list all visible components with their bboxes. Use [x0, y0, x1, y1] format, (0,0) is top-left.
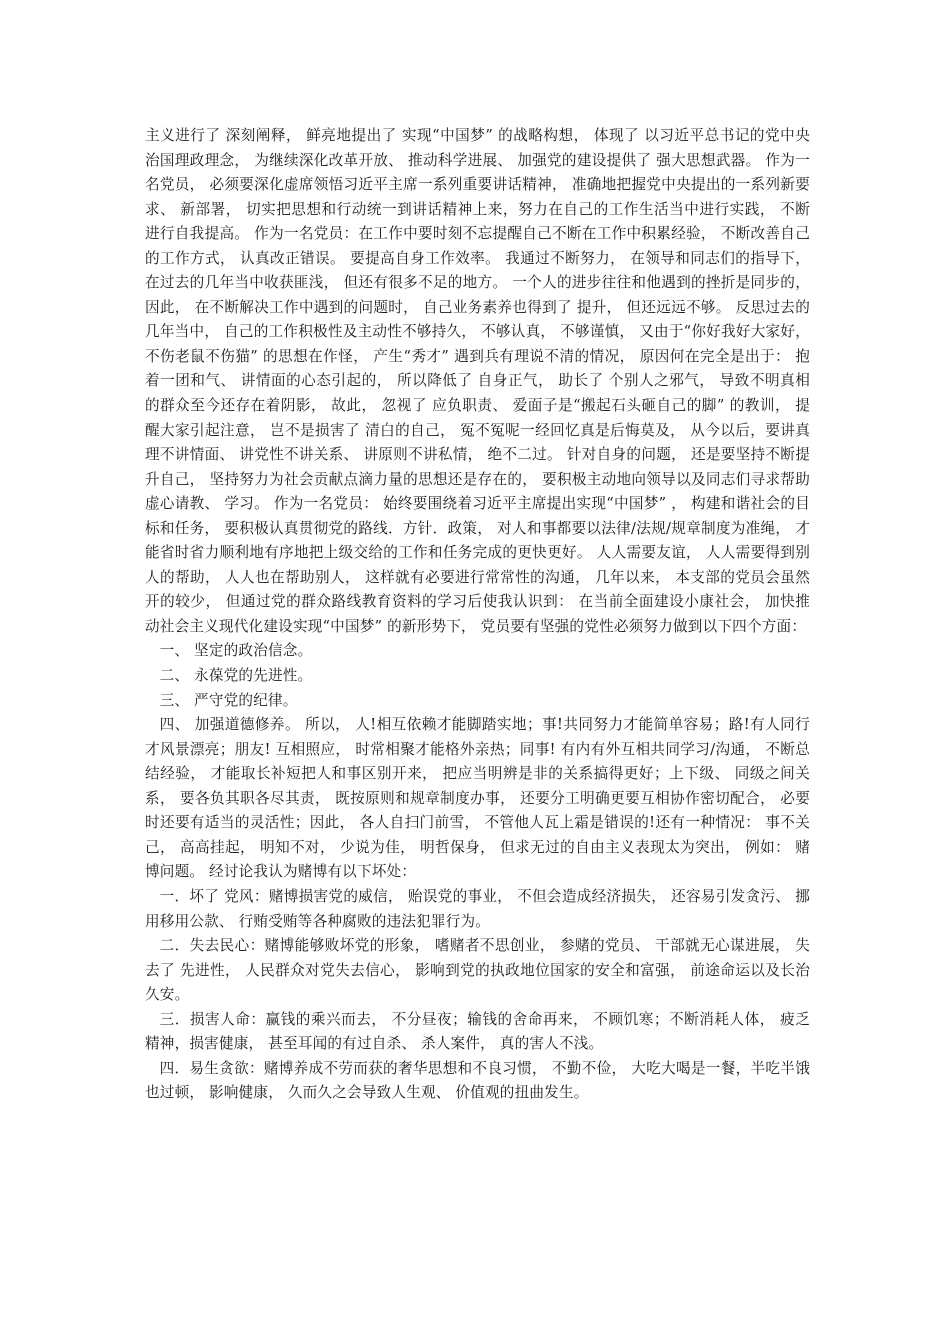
list-item-4: 四、 加强道德修养。 所以， 人!相互依赖才能脚踏实地；事!共同努力才能简单容易；路!有人同行才风景漂亮；朋友! 互相照应， 时常相聚才能格外亲热；同事! 有内有外互相共同学习/沟通， 不断总结经验， 才能取长补短把人和事区别开来， 把应当明辨是非的关系搞得更好；上下级、 同级之间关系， 要各负其职各尽其责， 既按原则和规章制度办事， 还要分工明确更要互相协作密切配合， 必要时还要有适当的灵活性；因此， 各人自扫门前雪， 不管他人瓦上霜是错误的!还有一种情况： 事不关己， 高高挂起， 明知不对， 少说为佳， 明哲保身， 但求无过的自由主义表现太为突出， 例如： 赌博问题。 经讨论我认为赌博有以下坏处： — [145, 716, 810, 881]
document-body — [145, 124, 810, 1106]
harm-item-4: 四．易生贪欲：赌博养成不劳而获的奢华思想和不良习惯， 不勤不俭， 大吃大喝是一餐，半吃半饿也过顿， 影响健康， 久而久之会导致人生观、 价值观的扭曲发生。 — [145, 1059, 810, 1102]
list-item-3: 三、 严守党的纪律。 — [159, 691, 298, 709]
list-item-2: 二、 永葆党的先进性。 — [159, 667, 313, 685]
list-item-1: 一、 坚定的政治信念。 — [159, 642, 313, 660]
harm-item-1: 一．坏了 党风：赌博损害党的威信， 贻误党的事业， 不但会造成经济损失， 还容易引发贪污、 挪用移用公款、 行贿受贿等各种腐败的违法犯罪行为。 — [145, 887, 810, 930]
harm-item-3: 三．损害人命：赢钱的乘兴而去， 不分昼夜；输钱的舍命再来， 不顾饥寒；不断消耗人体， 疲乏精神，损害健康， 甚至耳闻的有过自杀、 杀人案件， 真的害人不浅。 — [145, 1010, 810, 1053]
paragraph-main: 主义进行了 深刻阐释， 鲜亮地提出了 实现“中国梦” 的战略构想， 体现了 以习近平总书记的党中央治国理政理念， 为继续深化改革开放、 推动科学进展、 加强党的建设提供了 强大思想武器。 作为一名党员， 必须要深化虚席领悟习近平主席一系列重要讲话精神， 准确地把握党中央提出的一系列新要求、 新部署， 切实把思想和行动统一到讲话精神上来，努力在自己的工作生活当中进行实践， 不断进行自我提高。 作为一名党员：在工作中要时刻不忘提醒自己不断在工作中积累经验， 不断改善自己的工作方式， 认真改正错误。 要提高自身工作效率。 我通过不断努力， 在领导和同志们的指导下， 在过去的几年当中收获匪浅， 但还有很多不足的地方。 一个人的进步往往和他遇到的挫折是同步的， 因此， 在不断解决工作中遇到的问题时， 自己业务素养也得到了 提升， 但还远远不够。 反思过去的几年当中， 自己的工作积极性及主动性不够持久， 不够认真， 不够谨慎， 又由于“你好我好大家好， 不伤老鼠不伤猫” 的思想在作怪， 产生“秀才” 遇到兵有理说不清的情况， 原因何在完全是出于： 抱着一团和气、 讲情面的心态引起的， 所以降低了 自身正气， 助长了 个别人之邪气， 导致不明真相的群众至今还存在着阴影， 故此， 忽视了 应负职责、 爱面子是“搬起石头砸自己的脚” 的教训， 提醒大家引起注意， 岂不是损害了 清白的自己， 冤不冤呢一经回忆真是后悔莫及， 从今以后，要讲真理不讲情面、 讲党性不讲关系、 讲原则不讲私情， 绝不二过。 针对自身的问题， 还是要坚持不断提升自己， 坚持努力为社会贡献点滴力量的思想还是存在的， 要积极主动地向领导以及同志们寻求帮助虚心请教、 学习。 作为一名党员： 始终要围绕着习近平主席提出实现“中国梦” ， 构建和谐社会的目 标和任务， 要积极认真贯彻党的路线．方针．政策， 对人和事都要以法律/法规/规章制度为准绳， 才能省时省力顺利地有序地把上级交给的工作和任务完成的更快更好。 人人需要友谊， 人人需要得到别人的帮助， 人人也在帮助别人， 这样就有必要进行常常性的沟通， 几年以来， 本支部的党员会虽然开的较少， 但通过党的群众路线教育资料的学习后使我认识到： 在当前全面建设小康社会， 加快推动社会主义现代化建设实现“中国梦” 的新形势下， 党员要有坚强的党性必须努力做到以下四个方面： — [145, 127, 810, 635]
harm-item-2: 二．失去民心：赌博能够败坏党的形象， 嗜赌者不思创业， 参赌的党员、 干部就无心谋进展， 失去了 先进性， 人民群众对党失去信心， 影响到党的执政地位国家的安全和富强， 前途命运以及长治久安。 — [145, 937, 810, 1004]
